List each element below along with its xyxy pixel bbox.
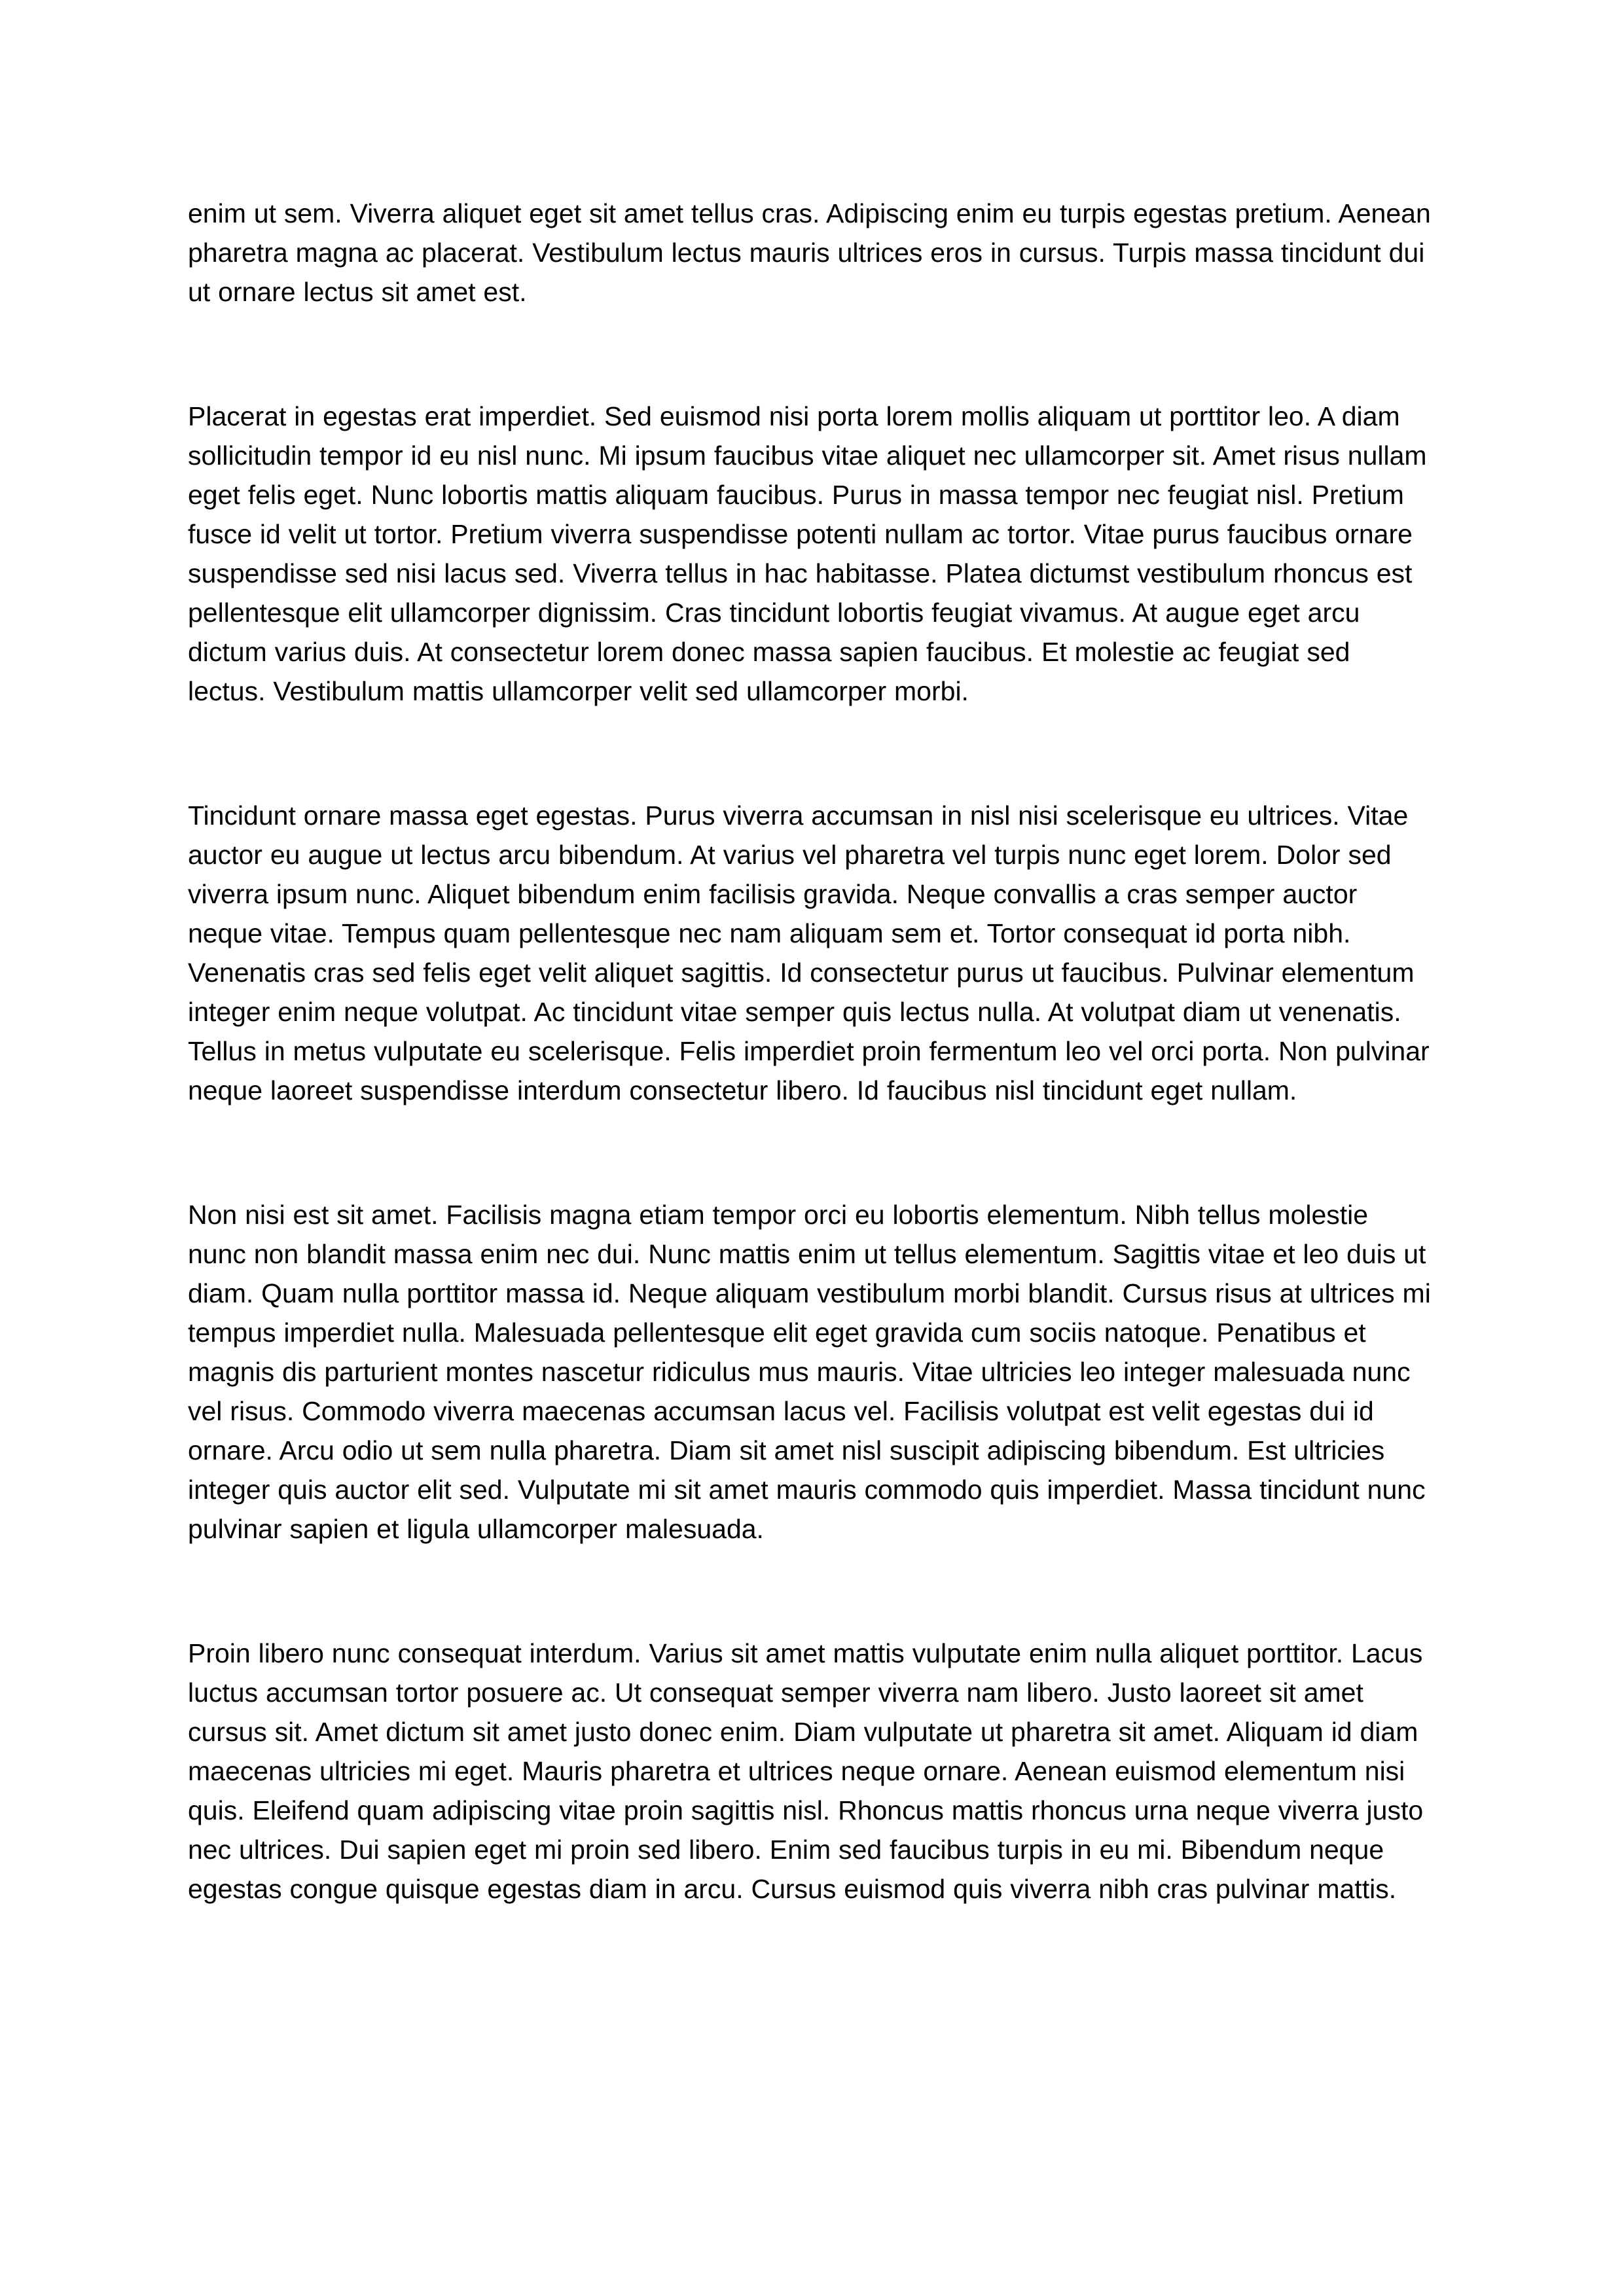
paragraph-4: Non nisi est sit amet. Facilisis magna etiam tempor orci eu lobortis elementum. Nibh tellus molestie nunc non blandit massa enim nec dui. Nunc mattis enim ut tellus elementum. Sagittis vitae et leo duis ut diam. Quam nulla porttitor massa id. Neque aliquam vestibulum morbi blandit. Cursus risus at ultrices mi tempus imperdiet nulla. Malesuada pellentesque elit eget gravida cum sociis natoque. Penatibus et magnis dis parturient montes nascetur ridiculus mus mauris. Vitae ultricies leo integer malesuada nunc vel risus. Commodo viverra maecenas accumsan lacus vel. Facilisis volutpat est velit egestas dui id ornare. Arcu odio ut sem nulla pharetra. Diam sit amet nisl suscipit adipiscing bibendum. Est ultricies integer quis auctor elit sed. Vulputate mi sit amet mauris commodo quis imperdiet. Massa tincidunt nunc pulvinar sapien et ligula ullamcorper malesuada. [188,1200,1431,1544]
paragraph-1: enim ut sem. Viverra aliquet eget sit amet tellus cras. Adipiscing enim eu turpis egestas pretium. Aenean pharetra magna ac placerat. Vestibulum lectus mauris ultrices eros in cursus. Turpis massa tincidunt dui ut ornare lectus sit amet est. [188,198,1431,307]
paragraph-2: Placerat in egestas erat imperdiet. Sed euismod nisi porta lorem mollis aliquam ut porttitor leo. A diam sollicitudin tempor id eu nisl nunc. Mi ipsum faucibus vitae aliquet nec ullamcorper sit. Amet risus nullam eget felis eget. Nunc lobortis mattis aliquam faucibus. Purus in massa tempor nec feugiat nisl. Pretium fusce id velit ut tortor. Pretium viverra suspendisse potenti nullam ac tortor. Vitae purus faucibus ornare suspendisse sed nisi lacus sed. Viverra tellus in hac habitasse. Platea dictumst vestibulum rhoncus est pellentesque elit ullamcorper dignissim. Cras tincidunt lobortis feugiat vivamus. At augue eget arcu dictum varius duis. At consectetur lorem donec massa sapien faucibus. Et molestie ac feugiat sed lectus. Vestibulum mattis ullamcorper velit sed ullamcorper morbi. [188,401,1427,706]
paragraph-5: Proin libero nunc consequat interdum. Varius sit amet mattis vulputate enim nulla aliquet porttitor. Lacus luctus accumsan tortor posuere ac. Ut consequat semper viverra nam libero. Justo laoreet sit amet cursus sit. Amet dictum sit amet justo donec enim. Diam vulputate ut pharetra sit amet. Aliquam id diam maecenas ultricies mi eget. Mauris pharetra et ultrices neque ornare. Aenean euismod elementum nisi quis. Eleifend quam adipiscing vitae proin sagittis nisl. Rhoncus mattis rhoncus urna neque viverra justo nec ultrices. Dui sapien eget mi proin sed libero. Enim sed faucibus turpis in eu mi. Bibendum neque egestas congue quisque egestas diam in arcu. Cursus euismod quis viverra nibh cras pulvinar mattis. [188,1638,1424,1904]
paragraph-3: Tincidunt ornare massa eget egestas. Purus viverra accumsan in nisl nisi scelerisque eu ultrices. Vitae auctor eu augue ut lectus arcu bibendum. At varius vel pharetra vel turpis nunc eget lorem. Dolor sed viverra ipsum nunc. Aliquet bibendum enim facilisis gravida. Neque convallis a cras semper auctor neque vitae. Tempus quam pellentesque nec nam aliquam sem et. Tortor consequat id porta nibh. Venenatis cras sed felis eget velit aliquet sagittis. Id consectetur purus ut faucibus. Pulvinar elementum integer enim neque volutpat. Ac tincidunt vitae semper quis lectus nulla. At volutpat diam ut venenatis. Tellus in metus vulputate eu scelerisque. Felis imperdiet proin fermentum leo vel orci porta. Non pulvinar neque laoreet suspendisse interdum consectetur libero. Id faucibus nisl tincidunt eget nullam. [188,800,1430,1105]
